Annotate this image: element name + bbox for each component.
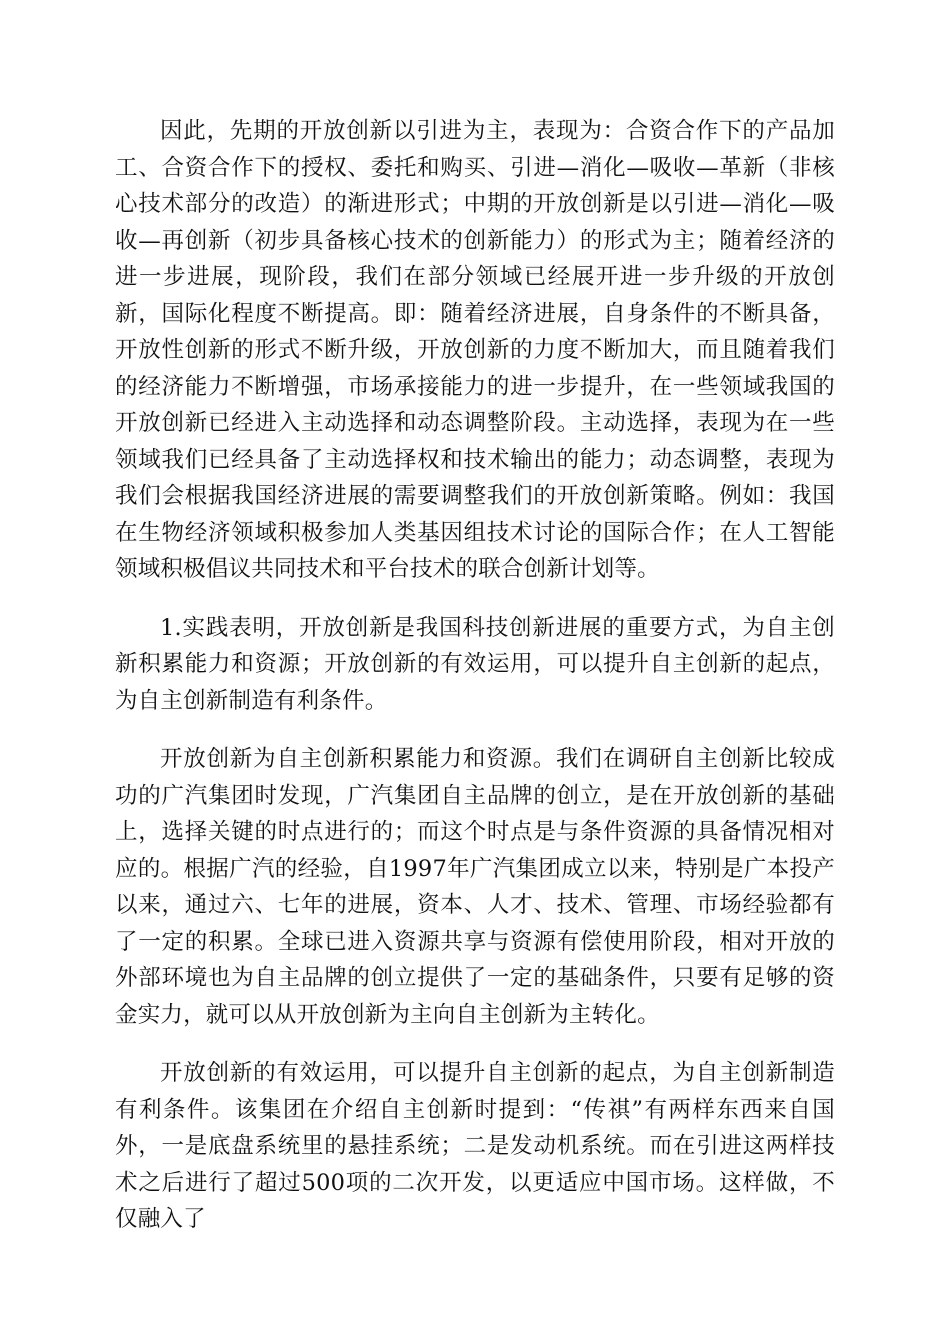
document-page (115, 113, 835, 1260)
paragraph-trumpchi-example: 开放创新的有效运用，可以提升自主创新的起点，为自主创新制造有利条件。该集团在介绍自主创新时提到：“传祺”有两样东西来自国外，一是底盘系统里的悬挂系统；二是发动机系统。而在引进这两样技术之后进行了超过500项的二次开发，以更适应中国市场。这样做，不仅融入了 (115, 1060, 835, 1232)
paragraph-gac-case: 开放创新为自主创新积累能力和资源。我们在调研自主创新比较成功的广汽集团时发现，广汽集团自主品牌的创立，是在开放创新的基础上，选择关键的时点进行的；而这个时点是与条件资源的具备情况相对应的。根据广汽的经验，自1997年广汽集团成立以来，特别是广本投产以来，通过六、七年的进展，资本、人才、技术、管理、市场经验都有了一定的积累。全球已进入资源共享与资源有偿使用阶段，相对开放的外部环境也为自主品牌的创立提供了一定的基础条件，只要有足够的资金实力，就可以从开放创新为主向自主创新为主转化。 (115, 746, 835, 1028)
paragraph-open-innovation-stages: 因此，先期的开放创新以引进为主，表现为：合资合作下的产品加工、合资合作下的授权、委托和购买、引进—消化—吸收—革新（非核心技术部分的改造）的渐进形式；中期的开放创新是以引进—消化—吸收—再创新（初步具备核心技术的创新能力）的形式为主；随着经济的进一步进展，现阶段，我们在部分领域已经展开进一步升级的开放创新，国际化程度不断提高。即：随着经济进展，自身条件的不断具备，开放性创新的形式不断升级，开放创新的力度不断加大，而且随着我们的经济能力不断增强，市场承接能力的进一步提升，在一些领域我国的开放创新已经进入主动选择和动态调整阶段。主动选择，表现为在一些领域我们已经具备了主动选择权和技术输出的能力；动态调整，表现为我们会根据我国经济进展的需要调整我们的开放创新策略。例如：我国在生物经济领域积极参加人类基因组技术讨论的国际合作；在人工智能领域积极倡议共同技术和平台技术的联合创新计划等。 (115, 118, 835, 582)
paragraph-practice-shows: 1.实践表明，开放创新是我国科技创新进展的重要方式，为自主创新积累能力和资源；开放创新的有效运用，可以提升自主创新的起点，为自主创新制造有利条件。 (115, 614, 835, 714)
